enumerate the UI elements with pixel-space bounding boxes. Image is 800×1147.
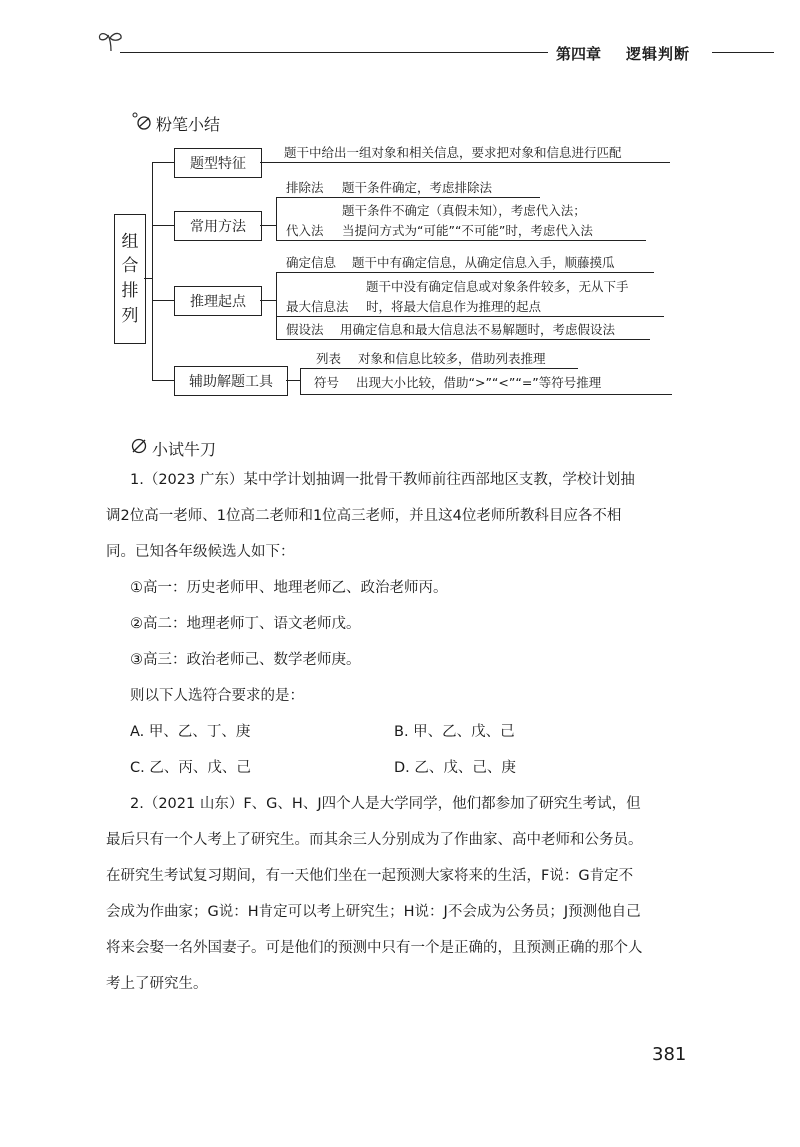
- practice-title: 小试牛刀: [152, 440, 217, 459]
- method-desc: 题干条件确定，考虑排除法: [342, 180, 493, 195]
- q1-stem: 同。已知各年级候选人如下：: [106, 544, 295, 560]
- connector: [276, 272, 277, 339]
- branch-node: 推理起点: [174, 286, 262, 316]
- connector: [152, 225, 174, 226]
- q2-stem: 在研究生考试复习期间，有一天他们坐在一起预测大家将来的生活，F说：G肯定不: [106, 868, 634, 884]
- underline: [276, 197, 540, 198]
- connector: [260, 300, 276, 301]
- page-number: 381: [652, 1044, 687, 1065]
- connector: [260, 225, 276, 226]
- method-desc: 题干条件不确定（真假未知），考虑代入法；: [342, 203, 586, 218]
- connector: [276, 197, 277, 240]
- connector: [152, 380, 174, 381]
- tool-desc: 出现大小比较，借助“>”“<”“=”等符号推理: [356, 375, 602, 390]
- q1-condition: ③高三：政治老师己、数学老师庚。: [130, 652, 361, 668]
- method-key: 确定信息: [286, 255, 337, 270]
- header-rule-left: [120, 52, 548, 53]
- q2-stem: 考上了研究生。: [106, 976, 208, 992]
- connector: [286, 380, 300, 381]
- method-desc: 题干中没有确定信息或对象条件较多，无从下手: [366, 279, 629, 294]
- pencil-icon: [132, 112, 152, 132]
- root-char-4: 列: [121, 305, 139, 326]
- method-key: 排除法: [286, 180, 324, 195]
- underline: [276, 162, 670, 163]
- option-d: D. 乙、戊、己、庚: [394, 760, 516, 776]
- method-desc: 用确定信息和最大信息法不易解题时，考虑假设法: [340, 322, 616, 337]
- option-a: A. 甲、乙、丁、庚: [130, 724, 251, 740]
- connector: [152, 162, 174, 163]
- underline: [276, 240, 646, 241]
- underline: [276, 339, 650, 340]
- underline: [300, 368, 578, 369]
- option-b: B. 甲、乙、戊、己: [394, 724, 515, 740]
- summary-title: 粉笔小结: [156, 115, 221, 134]
- branch-desc: 题干中给出一组对象和相关信息，要求把对象和信息进行匹配: [284, 145, 622, 160]
- header-chapter: 第四章: [556, 45, 602, 63]
- root-char-3: 排: [121, 281, 139, 301]
- root-char-2: 合: [121, 256, 139, 277]
- header-title: 逻辑判断: [626, 45, 691, 63]
- method-key: 代入法: [286, 223, 324, 238]
- q1-stem: 调2位高一老师、1位高二老师和1位高三老师，并且这4位老师所教科目应各不相: [106, 508, 622, 524]
- tool-key: 列表: [316, 351, 342, 366]
- root-char-1: 组: [121, 231, 139, 252]
- q1-stem: 1.（2023 广东）某中学计划抽调一批骨干教师前往西部地区支教，学校计划抽: [130, 472, 635, 488]
- q2-stem: 将来会娶一名外国妻子。可是他们的预测中只有一个是正确的，且预测正确的那个人: [106, 940, 643, 956]
- connector: [144, 278, 152, 279]
- pencil-icon: [130, 437, 148, 455]
- underline: [300, 394, 672, 395]
- connector: [300, 368, 301, 395]
- method-key: 最大信息法: [286, 299, 349, 314]
- q1-condition: ①高一：历史老师甲、地理老师乙、政治老师丙。: [130, 580, 448, 596]
- tool-desc: 对象和信息比较多，借助列表推理: [358, 351, 546, 366]
- method-desc: 时，将最大信息作为推理的起点: [366, 299, 542, 314]
- tool-key: 符号: [314, 375, 340, 390]
- root-node: [114, 214, 146, 344]
- branch-node: 题型特征: [174, 148, 262, 178]
- underline: [276, 316, 664, 317]
- sprout-icon: [96, 27, 128, 53]
- connector: [152, 162, 153, 380]
- method-desc: 当提问方式为“可能”“不可能”时，考虑代入法: [342, 223, 593, 238]
- branch-node: 常用方法: [174, 211, 262, 241]
- option-c: C. 乙、丙、戊、己: [130, 760, 251, 776]
- underline: [276, 272, 654, 273]
- q2-stem: 最后只有一个人考上了研究生。而其余三人分别成为了作曲家、高中老师和公务员。: [106, 832, 643, 848]
- method-desc: 题干中有确定信息，从确定信息入手，顺藤摸瓜: [352, 255, 615, 270]
- method-key: 假设法: [286, 322, 324, 337]
- connector: [152, 300, 174, 301]
- connector: [260, 162, 276, 163]
- q1-condition: ②高二：地理老师丁、语文老师戊。: [130, 616, 361, 632]
- q2-stem: 2.（2021 山东）F、G、H、J四个人是大学同学，他们都参加了研究生考试，但: [130, 796, 641, 812]
- q1-ask: 则以下人选符合要求的是：: [130, 688, 304, 704]
- header-rule-right: [712, 52, 774, 53]
- branch-node: 辅助解题工具: [174, 366, 288, 396]
- q2-stem: 会成为作曲家；G说：H肯定可以考上研究生；H说：J不会成为公务员；J预测他自己: [106, 904, 641, 920]
